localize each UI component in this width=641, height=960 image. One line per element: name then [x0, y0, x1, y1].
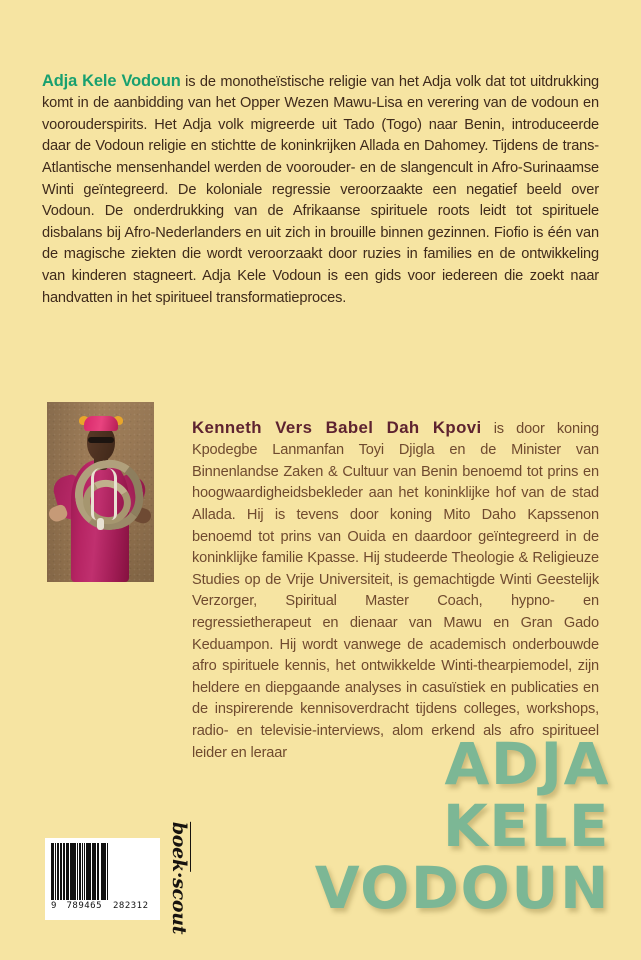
barcode-numbers — [51, 901, 154, 911]
publisher-logo — [166, 821, 192, 935]
author-figure — [47, 402, 154, 582]
isbn-digit-first: 9 — [51, 901, 57, 911]
isbn-group-right: 282312 — [112, 901, 149, 911]
bead-necklace — [91, 468, 117, 520]
sunglasses-icon — [88, 437, 114, 443]
title-line-kele: KELE — [442, 792, 610, 860]
blurb-body: is de monotheïstische religie van het Adja volk dat tot uitdrukking komt in de aanbidding van het Opper Wezen Mawu-Lisa en verering van de vodoun en voorouderspirits. Het Adja volk migreerde uit Tado (Togo) naar Benin, introduceerde daar de Vodoun religie en stichtte de koninkrijken Allada en Dahomey. Tijdens de trans-Atlantische mensenhandel werden de voorouder- en de slangencult in Afro-Surinaamse Winti geïntegreerd. De koloniale regressie veroorzaakte een negatief beeld over Vodoun. De onderdrukking van de Afrikaanse spirituele roots leidt tot spirituele disbalans bij Afro-Nederlanders en uit zich in brouille binnen gezinnen. Fiofio is één van de magische ziekten die wordt veroorzaakt door ruzies in families en de ontwikkeling van kinderen stagneert. Adja Kele Vodoun is een gids voor iedereen die zoekt naar handvatten in het spiritueel transformatieproces. — [42, 73, 599, 306]
necklace-pendant — [97, 518, 104, 530]
author-bio-body: is door koning Kpodegbe Lanmanfan Toyi Djigla en de Minister van Binnenlandse Zaken & Cultuur van Benin benoemd tot prins en hoogwaardigheidsbekleder aan het koninklijke hof van de stad Allada. Hij is tevens door koning Mito Daho Kapssenon benoemd tot prins van Ouida en daardoor geïntegreerd in de koninklijke familie Kpasse. Hij studeerde Theologie & Religieuze Studies op de Vrije Universiteit, is gemachtigde Winti Geestelijk Verzorger, Spiritual Master Coach, hypno- en regressietherapeut en dienaar van Mawu en Gran Gado Keduampon. Hij wordt vanwege de academisch onderbouwde afro spirituele kennis, het ontwikkelde Winti-thearpiemodel, zijn heldere en diepgaande analyses in casuïstiek en publicaties en de inspirerende kennisoverdracht tijdens colleges, workshops, radio- en televisie-interviews, alom erkend als afro spiritueel leider en leraar — [192, 420, 600, 761]
isbn-group-left: 789465 — [66, 901, 102, 911]
book-blurb — [42, 71, 599, 310]
publisher-logo-text — [168, 822, 190, 934]
blurb-lead-title: Adja Kele Vodoun — [42, 71, 181, 90]
title-line-adja: ADJA — [444, 730, 610, 798]
publisher-name-top: boek — [168, 821, 190, 872]
barcode-bars — [51, 843, 154, 900]
isbn-barcode — [45, 838, 160, 920]
publisher-separator: · — [168, 871, 190, 879]
book-title — [314, 730, 610, 922]
author-name: Kenneth Vers Babel Dah Kpovi — [192, 417, 482, 437]
author-photo — [47, 402, 154, 582]
author-bio — [192, 417, 599, 765]
publisher-name-bottom: scout — [168, 878, 190, 935]
title-line-vodoun: VODOUN — [314, 854, 610, 922]
ceremonial-cap — [84, 416, 118, 431]
author-section — [42, 402, 599, 779]
